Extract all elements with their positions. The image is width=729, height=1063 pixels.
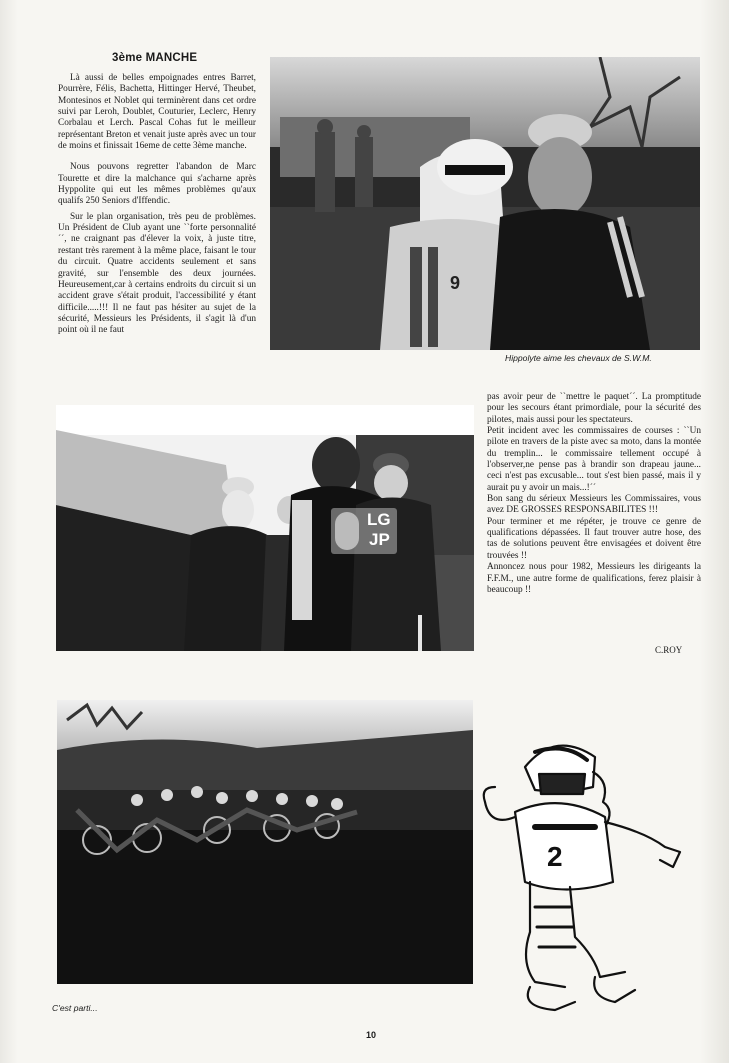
paragraph: Annoncez nous pour 1982, Messieurs les dirigeants la F.F.M., une autre forme de qualifications, ferez plaisir à beaucoup !! [487,562,701,595]
paragraph: pas avoir peur de ``mettre le paquet´´. La promptitude pour les secours étant primordiale, pour la sécurité des pilotes, mais aussi pour les spectateurs. [487,392,701,425]
paragraph: Pour terminer et me répéter, je trouve ce genre de qualifications dépassées. Il faut trouver autre hose, des tas de solutions peuvent être envisagées et doivent être trouvées !! [487,516,701,561]
page-number: 10 [366,1030,377,1040]
cartoon-rider-drawing [475,732,690,1017]
cartoon-rider-illustration [475,732,690,1017]
paragraph: Nous pouvons regretter l'abandon de Marc Tourette et dire la malchance qui s'acharne après Hyppolite qui eut les mêmes problèmes qu'aux qualifs 250 Seniors d'Iffendic. [58,162,256,207]
text-column-right [487,392,701,596]
photo-riders-paddock [270,57,700,350]
photo-group-talking-image [56,405,474,651]
paragraph: Sur le plan organisation, très peu de problèmes. Un Président de Club ayant une ``forte personnalité´´, ne craignant pas d'élever la voix, à juste titre, restant très rarement à la même place, faisant le tour du circuit. Quatre accidents seulement et sans gravité, sur l'ensemble des deux journées. Heureusement,car à certains endroits du circuit si un accident grave s'était produit, l'accessibilité y étant difficile.....!!! Il ne faut pas hésiter au sujet de la sécurité, Messieurs les Présidents, il s'agit là d'un point où il ne faut [58,211,256,336]
photo-race-start [57,700,473,984]
watermark-logo [331,508,397,554]
author-signature: C.ROY [655,645,683,655]
article-title: 3ème MANCHE [112,52,198,64]
photo-race-start-image [57,700,473,984]
photo-group-talking [56,405,474,651]
paragraph: Bon sang du sérieux Messieurs les Commissaires, vous avez DE GROSSES RESPONSABILITES !!! [487,494,701,516]
caption-start-photo: C'est parti... [52,1003,98,1013]
jersey-number-a: 9 [450,273,461,293]
text-column-left [58,73,256,337]
paragraph: Là aussi de belles empoignades entres Barret, Pourrère, Félis, Bachetta, Hittinger Hervé, Theubet, Montesinos et Noblet qui terminèrent dans cet ordre suivi par Leroh, Doublet, Couturier, Leclerc, Henry Corbalau et Lerch. Pascal Cohas fut le meilleur représentant Breton et venait juste après avec un tour de moins et finissait 16eme de cette 3ème manche. [58,73,256,152]
watermark-letters-bottom: JP [369,530,390,549]
photo-riders-paddock-image [270,57,700,350]
jersey-number-b: 2 [547,841,563,872]
caption-top-photo: Hippolyte aime les chevaux de S.W.M. [505,353,652,363]
watermark-portrait [335,512,359,550]
watermark-letters-top: LG [367,510,391,529]
paragraph: Petit incident avec les commissaires de courses : ``Un pilote en travers de la piste avec sa moto, dans la montée du tremplin... le commissaire tellement occupé à l'observer,ne pense pas à brandir son drapeau jaune... ceci n'est pas excusable... tout s'est bien passé, mais il y aurait pu y avoir un mais...!´´ [487,426,701,493]
